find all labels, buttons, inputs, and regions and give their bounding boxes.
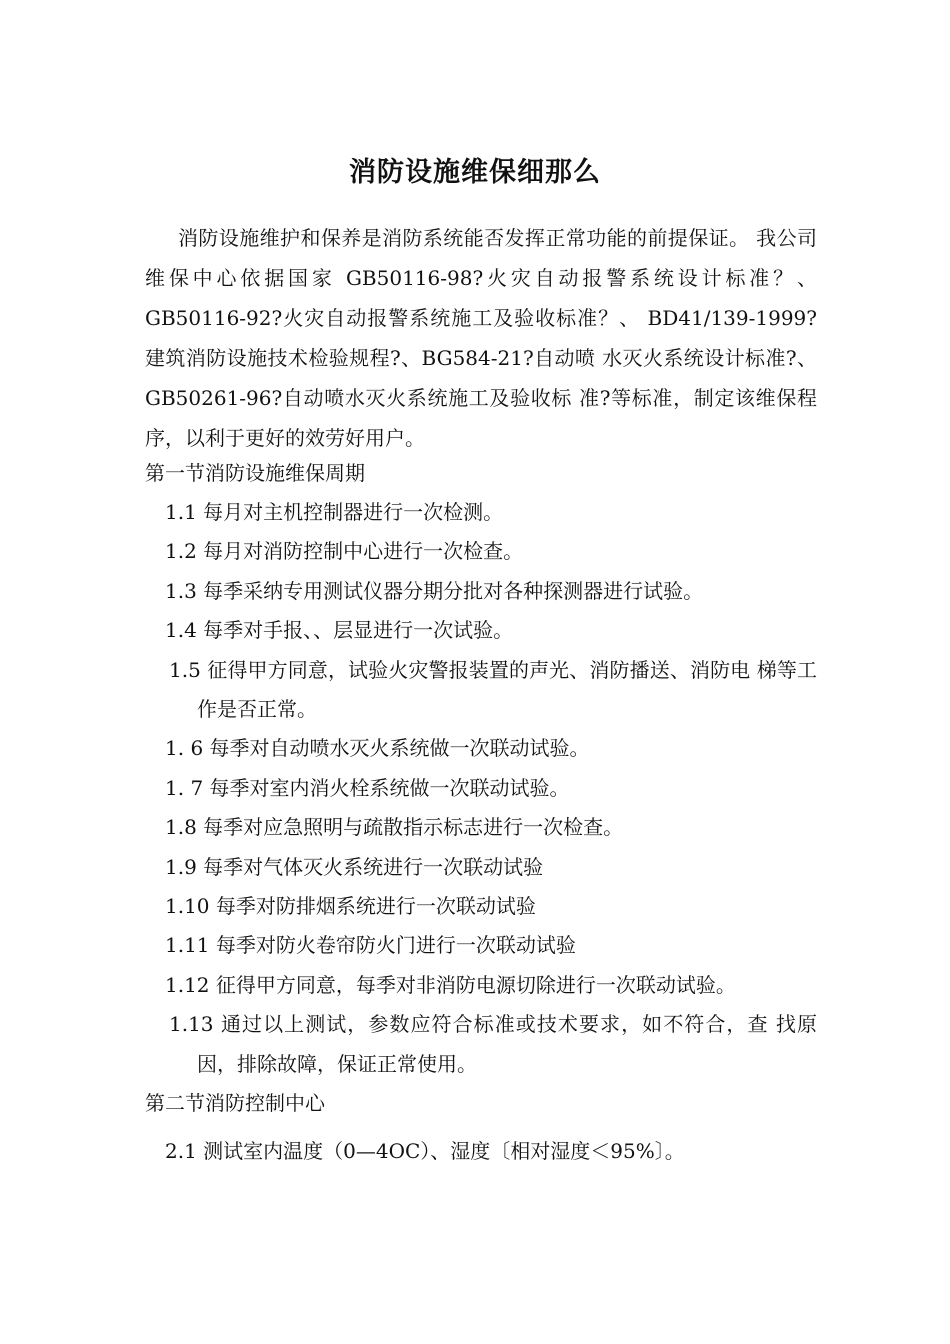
list-item: 1.3 每季采纳专用测试仪器分期分批对各种探测器进行试验。: [165, 578, 704, 603]
list-item: 1.9 每季对气体灭火系统进行一次联动试验: [165, 854, 544, 879]
list-item: 1. 7 每季对室内消火栓系统做一次联动试验。: [165, 775, 570, 800]
intro-paragraph: 消防设施维护和保养是消防系统能否发挥正常功能的前提保证。 我公司维保中心依据国家 GB50116-98?火灾自动报警系统设计标准？、GB50116-92?火灾自动报警系统施工及验收标准？、 BD41/139-1999?建筑消防设施技术检验规程?、BG584-21?自动喷 水灭火系统设计标准?、GB50261-96?自动喷水灭火系统施工及验收标 准?等标准，制定该维保程序，以利于更好的效劳好用户。: [145, 226, 817, 450]
list-item: 1.5 征得甲方同意，试验火灾警报装置的声光、消防播送、消防电 梯等工作是否正常。: [169, 657, 817, 722]
list-item: 1. 6 每季对自动喷水灭火系统做一次联动试验。: [165, 736, 590, 761]
list-item: 1.4 每季对手报、、层显进行一次试验。: [165, 618, 514, 643]
list-item: 1.13 通过以上测试，参数应符合标准或技术要求，如不符合，查 找原因，排除故障，保证正常使用。: [169, 1012, 817, 1076]
section-2-heading: 第二节消防控制中心: [145, 1091, 325, 1115]
list-item: 2.1 测试室内温度（0—4OC）、湿度〔相对湿度＜95%〕。: [165, 1139, 685, 1163]
list-item: 1.10 每季对防排烟系统进行一次联动试验: [165, 894, 536, 919]
list-item: 1.2 每月对消防控制中心进行一次检查。: [165, 539, 524, 564]
section-1-list: [165, 493, 817, 1084]
section-1-heading: 第一节消防设施维保周期: [145, 461, 365, 485]
list-item: 1.11 每季对防火卷帘防火门进行一次联动试验: [165, 933, 576, 958]
document-title: 消防设施维保细那么: [349, 157, 601, 189]
list-item: 1.1 每月对主机控制器进行一次检测。: [165, 500, 504, 524]
list-item: 1.12 征得甲方同意，每季对非消防电源切除进行一次联动试验。: [165, 972, 736, 997]
list-item: 1.8 每季对应急照明与疏散指示标志进行一次检查。: [165, 815, 624, 840]
